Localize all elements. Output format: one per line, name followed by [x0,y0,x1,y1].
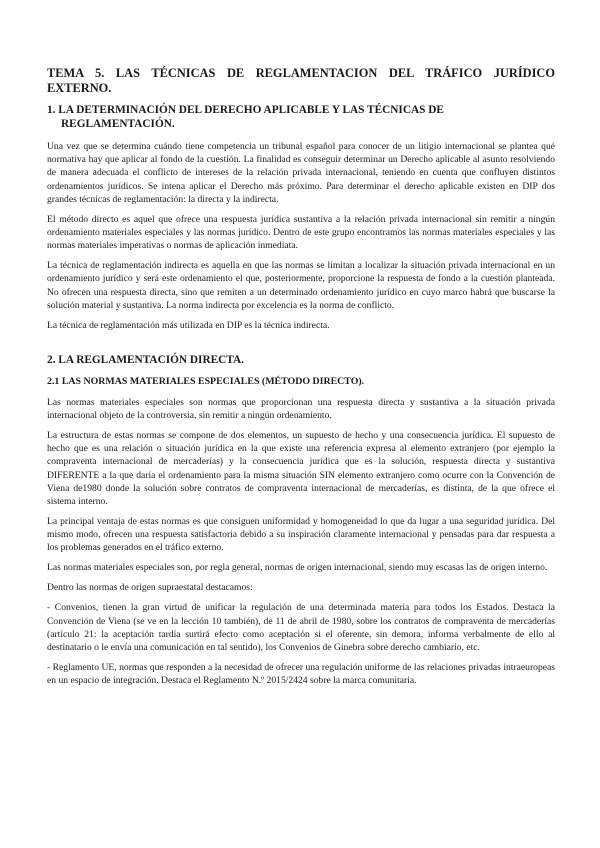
section-2-paragraph: La principal ventaja de estas normas es que consiguen uniformidad y homogeneidad lo que da lugar a una seguridad jurídica. Del mismo modo, ofrecen una respuesta satisfactoria debido a su inspiración claramente internacional y pensadas para dar respuesta a los problemas generados en el tráfico externo. [47,516,555,554]
section-2-paragraph: Las normas materiales especiales son normas que proporcionan una respuesta directa y sustantiva a la situación privada internacional objeto de la controversia, sin remitir a ningún ordenamiento. [47,396,555,422]
section-2-paragraph: Dentro las normas de origen supraestatal destacamos: [47,582,253,594]
section-2-heading: 2. LA REGLAMENTACIÓN DIRECTA. [47,353,244,366]
section-1-paragraph: La técnica de reglamentación más utilizada en DIP es la técnica indirecta. [47,319,330,331]
section-2-1-subheading: 2.1 LAS NORMAS MATERIALES ESPECIALES (MÉTODO DIRECTO). [47,375,365,387]
section-1-paragraph: Una vez que se determina cuándo tiene competencia un tribunal español para conocer de un litigio internacional se plantea qué normativa hay que aplicar al fondo de la cuestión. La finalidad es conseguir determinar un Derecho aplicable al asunto resolviendo de manera adecuada el conflicto de intereses de la relación privada internacional, teniendo en cuenta que confluyen distintos ordenamientos jurídicos. Se intena aplicar el Derecho más próximo. Para determinar el derecho aplicable existen en DIP dos grandes técnicas de reglamentación: la directa y la indirecta. [47,141,555,205]
document-page [47,66,555,694]
section-2-list-item: - Convenios, tienen la gran virtud de unificar la regulación de una determinada materia para todos los Estados. Destaca la Convención de Viena (se ve en la lección 10 también), de 11 de abril de 1980, sobre los contratos de compraventa de mercaderías (artículo 21: la aceptación tardía surtirá efecto como aceptación si el oferente, sin demora, informa verbalmente de ello al destinatario o le envía una comunicación en tal sentido), los Convenios de Ginebra sobre derecho cambiario, etc. [47,602,555,654]
section-2-paragraph: Las normas materiales especiales son, por regla general, normas de origen internacional, siendo muy escasas las de origen interno. [47,562,548,574]
section-1-heading: 1. LA DETERMINACIÓN DEL DERECHO APLICABLE Y LAS TÉCNICAS DE REGLAMENTACIÓN. [47,104,444,130]
section-1-paragraph: La técnica de reglamentación indirecta es aquella en que las normas se limitan a localizar la situación privada internacional en un ordenamiento jurídico y será este ordenamiento el que, posteriormente, proporcione la respuesta de fondo a la cuestión planteada. No ofrecen una respuesta directa, sino que remiten a un determinado ordenamiento jurídico en cuyo marco habrá que buscarse la solución material y sustantiva. La norma indirecta por excelencia es la norma de conflicto. [47,260,555,311]
section-2-list-item: - Reglamento UE, normas que responden a la necesidad de ofrecer una regulación uniforme de las relaciones privadas intraeuropeas en un espacio de integración. Destaca el Reglamento N.º 2015/2424 sobre la marca comunitaria. [47,662,555,687]
section-2-paragraph: La estructura de estas normas se compone de dos elementos, un supuesto de hecho y una consecuencia jurídica. El supuesto de hecho que es una relación o situación jurídica en la que existe una referencia expresa al elemento extranjero (por ejemplo la compraventa internacional de mercaderías) y la consecuencia jurídica que es la solución, respuesta directa y sustantiva DIFERENTE a la que daría el ordenamiento para la misma situación SIN elemento extranjero como ocurre con la Convención de Viena de1980 donde la solución sobre contratos de compraventa internacional de mercaderías, es distinta, de la que ofrece el sistema interno. [47,430,555,508]
section-spacer [47,339,555,353]
section-1-paragraph: El método directo es aquel que ofrece una respuesta jurídica sustantiva a la relación privada internacional sin remitir a ningún ordenamiento materiales especiales y las normas jurídico. Dentro de este grupo encontramos las normas materiales especiales y las normas materiales imperativas o normas de aplicación inmediata. [47,213,555,252]
page-title: TEMA 5. LAS TÉCNICAS DE REGLAMENTACION DEL TRÁFICO JURÍDICO EXTERNO. [47,66,555,95]
